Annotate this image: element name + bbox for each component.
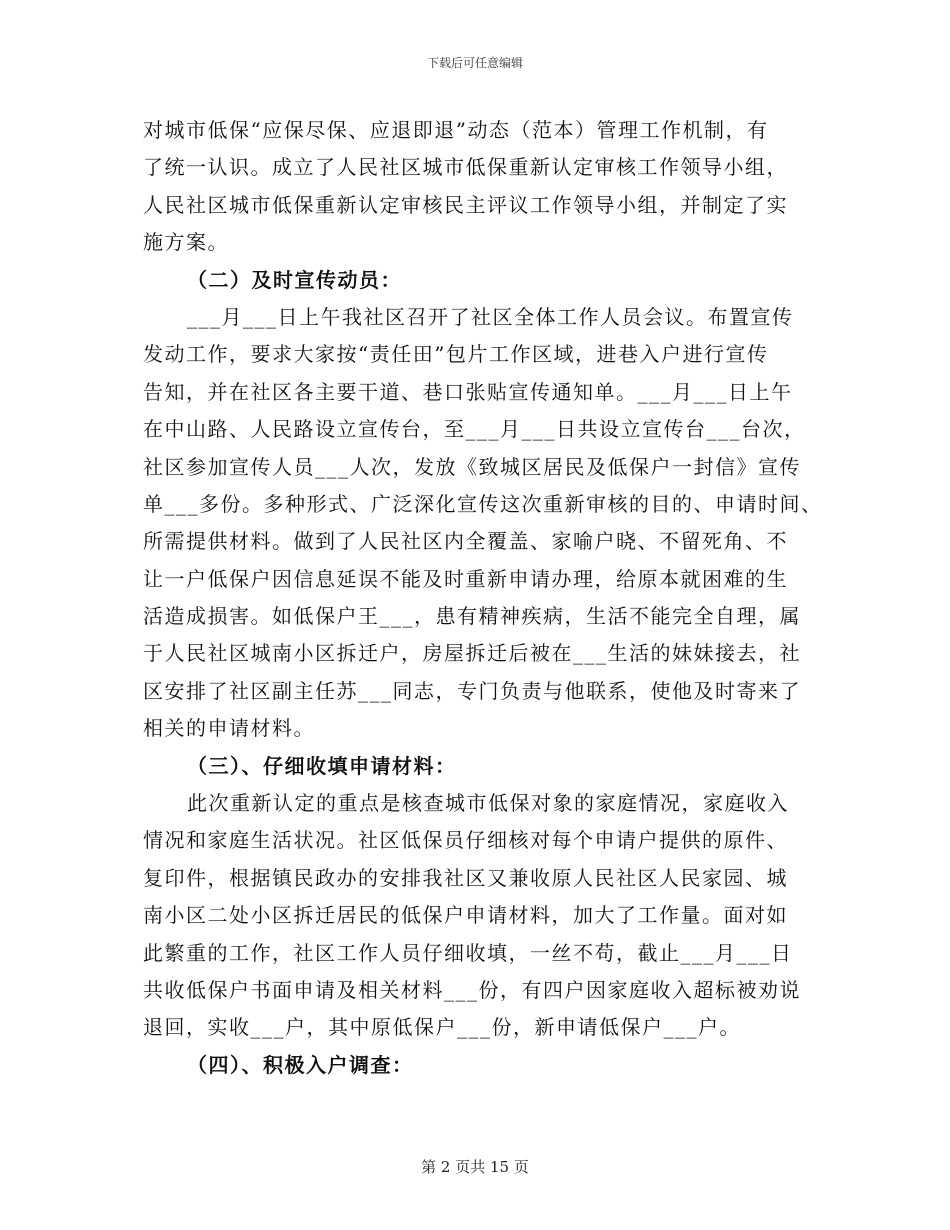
text-line: 相关的申请材料。 <box>143 716 315 741</box>
section-heading: （二）及时宣传动员： <box>187 267 402 292</box>
text-line: 活造成损害。如低保户王___，患有精神疾病，生活不能完全自理，属 <box>143 604 801 629</box>
text-line: 告知，并在社区各主要干道、巷口张贴宣传通知单。___月___日上午 <box>143 379 793 404</box>
text-line: 在中山路、人民路设立宣传台，至___月___日共设立宣传台___台次， <box>143 417 806 442</box>
text-line: 单___多份。多种形式、广泛深化宣传这次重新审核的目的、申请时间、 <box>143 491 823 516</box>
text-line: 了统一认识。成立了人民社区城市低保重新认定审核工作领导小组， <box>143 155 788 180</box>
section-heading: （三）、仔细收填申请材料： <box>187 753 457 778</box>
text-line: 此繁重的工作，社区工作人员仔细收填，一丝不苟，截止___月___日 <box>143 940 793 965</box>
text-line: 施方案。 <box>143 230 229 255</box>
text-line: 于人民社区城南小区拆迁户，房屋拆迁后被在___生活的妹妹接去，社 <box>143 641 801 666</box>
text-line: 情况和家庭生活状况。社区低保员仔细核对每个申请户提供的原件、 <box>143 828 788 853</box>
text-line: 区安排了社区副主任苏___同志，专门负责与他联系，使他及时寄来了 <box>143 678 801 703</box>
text-line: 复印件，根据镇民政办的安排我社区又兼收原人民社区人民家园、城 <box>143 865 788 890</box>
text-line: 人民社区城市低保重新认定审核民主评议工作领导小组，并制定了实 <box>143 192 788 217</box>
paragraph-first-line: 此次重新认定的重点是核查城市低保对象的家庭情况，家庭收入 <box>187 791 789 816</box>
page-footer: 第 2 页共 15 页 <box>421 1158 529 1176</box>
document-body <box>143 112 823 1084</box>
text-line: 退回，实收___户，其中原低保户___份，新申请低保户___户。 <box>143 1015 741 1040</box>
section-heading: （四）、积极入户调查： <box>187 1052 414 1077</box>
page-header: 下载后可任意编辑 <box>426 56 523 70</box>
text-line: 社区参加宣传人员___人次，发放《致城区居民及低保户一封信》宣传 <box>143 454 801 479</box>
text-line: 对城市低保“应保尽保、应退即退”动态（范本）管理工作机制，有 <box>143 118 769 142</box>
text-line: 共收低保户书面申请及相关材料___份，有四户因家庭收入超标被劝说 <box>143 977 801 1002</box>
text-line: 南小区二处小区拆迁居民的低保户申请材料，加大了工作量。面对如 <box>143 903 788 928</box>
paragraph-first-line: ___月___日上午我社区召开了社区全体工作人员会议。布置宣传 <box>187 304 794 329</box>
text-line: 让一户低保户因信息延误不能及时重新申请办理，给原本就困难的生 <box>143 566 788 591</box>
text-line: 所需提供材料。做到了人民社区内全覆盖、家喻户晓、不留死角、不 <box>143 529 788 554</box>
text-line: 发动工作，要求大家按“责任田”包片工作区域，进巷入户进行宣传 <box>143 342 769 367</box>
